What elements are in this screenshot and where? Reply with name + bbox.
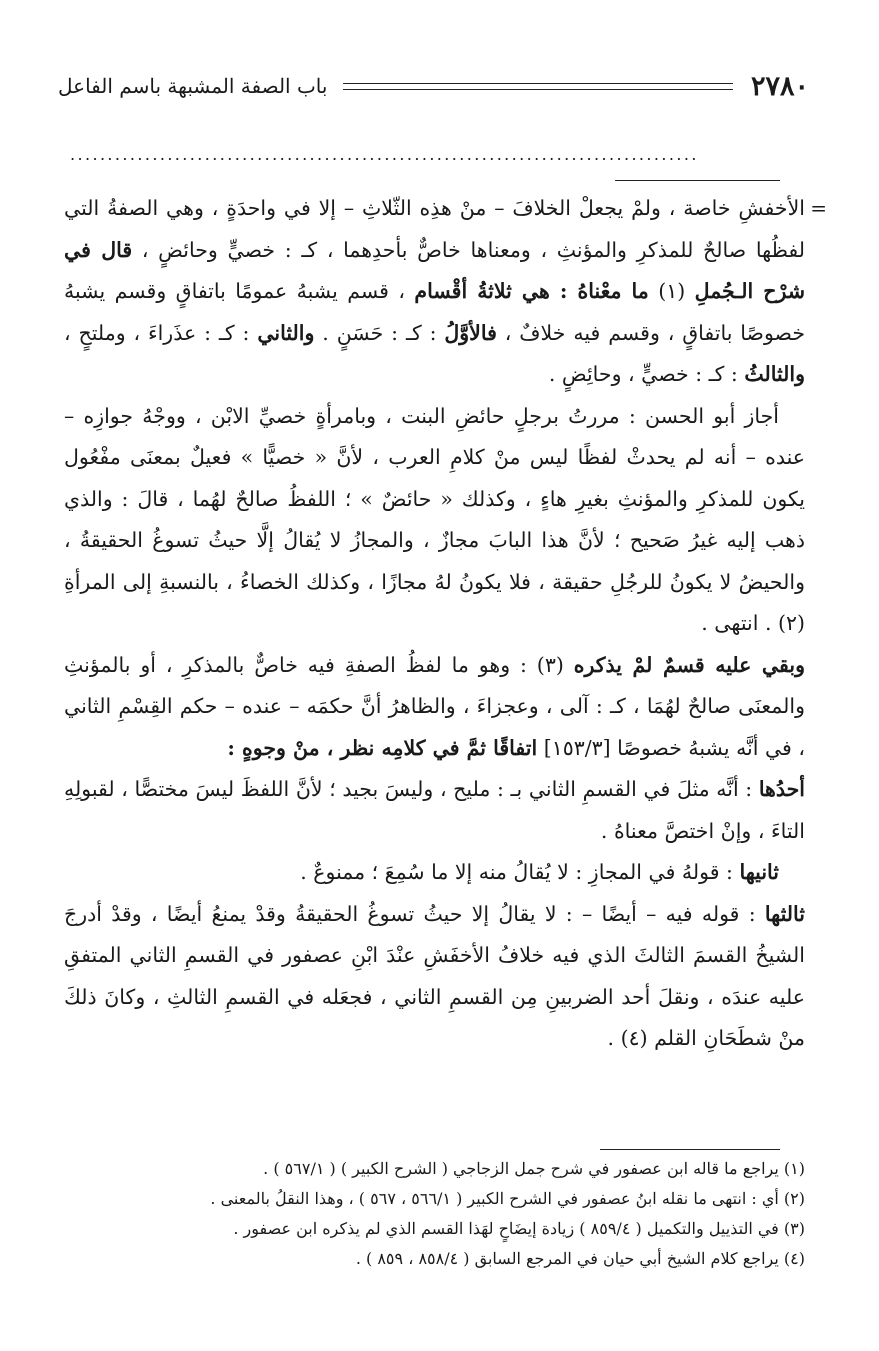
text-run: . (607, 1026, 615, 1050)
paragraph-4 (64, 769, 805, 852)
page-number: ٢٧٨٠ (750, 70, 809, 102)
top-short-rule (615, 180, 780, 181)
text-run: أجاز أبو الحسن : مررتُ برجلٍ حائضِ البنت ، وبامرأةٍ خصيِّ الابْن ، ووجْهُ جوازِه – عنده – أنه لم يحدثْ لفظًا ليس منْ كلامِ العرب ، لأنَّ « خصيًّا » فعيلٌ بمعنَى مفْعُول يكون للمذكرِ والمؤنثِ بغيرِ هاءٍ ، وكذلك « حائضٌ » ؛ اللفظُ صالحٌ لهُما ، قالَ : والذي ذهب إليه غيرُ صَحيح ؛ لأنَّ هذا البابَ مجازٌ ، والمجازُ لا يُقالُ إلَّا حيثُ تسوغُ الحقيقةُ ، والحيضُ لا يكونُ للرجُلِ حقيقة ، فلا يكونُ لهُ مجازًا ، وكذلك الخصاءُ ، بالنسبةِ إلى المرأةِ (64, 403, 805, 594)
bold-run: وبقي عليه قسمٌ لمْ يذكره (573, 652, 805, 677)
text-run: الأخفشِ خاصة ، ولمْ يجعلْ الخلافَ – منْ هذِه الثّلاثِ – إلا في واحدَةٍ ، وهي الصفةُ التي لفظُها صالحٌ للمذكرِ والمؤنثِ ، ومعناها خاصٌّ بأحدِهما ، كـ : خصيٍّ وحائضٍ ، (64, 196, 805, 262)
footnote-item: (٢) أي : انتهى ما نقله ابنُ عصفور في الشرح الكبير ( ٥٦٦/١ ، ٥٦٧ ) ، وهذا النقلُ بالمعنى . (210, 1189, 805, 1208)
bold-run: والثالثُ (744, 362, 805, 386)
header-rule (343, 83, 733, 90)
text-run: ، قسم يشبهُ عمومًا باتفاقٍ وقسم يشبهُ خصوصًا باتفاقٍ ، وقسم فيه خلافٌ ، (64, 279, 805, 345)
footnotes (64, 1154, 805, 1274)
paragraph-2 (64, 396, 805, 645)
page-header (58, 66, 809, 106)
footnote-item: (٣) في التذييل والتكميل ( ٨٥٩/٤ ) زيادة إيضَاحٍ لهَذا القسم الذي لم يذكره ابن عصفور . (233, 1219, 805, 1238)
footnote-ref: (٤) (614, 1026, 655, 1050)
main-text (64, 188, 827, 1060)
bold-run: اتفاقًا ثمَّ في كلامِه نظر ، منْ وجوهٍ : (227, 735, 538, 760)
text-run: : كـ : خصيٍّ ، وحائِضٍ . (548, 362, 745, 386)
paragraph-3 (64, 645, 805, 770)
dotted-separator: .................................................................................... (70, 145, 699, 164)
text-run: : أنَّه مثلَ في القسمِ الثاني بـ : مليح ، وليسَ بجيد ؛ لأنَّ اللفظَ ليسَ مختصًّا ، لقبولِهِ التاءَ ، وإنْ اختصَّ معناهُ . (64, 777, 805, 843)
bold-run: أحدُها (758, 777, 805, 801)
running-title: باب الصفة المشبهة باسم الفاعل (58, 74, 328, 98)
bold-run: ما معْناهُ : هي ثلاثةُ أقْسام (414, 279, 649, 303)
paragraph-5 (64, 852, 805, 894)
text-run: . انتهى . (701, 611, 772, 635)
footnote-item: (١) يراجع ما قاله ابن عصفور في شرح جمل الزجاجي ( الشرح الكبير ) ( ٥٦٧/١ ) . (263, 1159, 805, 1178)
text-run: : قوله فيه – أيضًا – : لا يقالُ إلا حيثُ تسوغُ الحقيقةُ وقدْ يمنعُ أيضًا ، وقدْ أدرجَ الشيخُ القسمَ الثالثَ الذي فيه خلافُ الأخفَشِ عنْدَ ابْنِ عصفور في القسمِ الثاني المتفقِ عليه عندَه ، ونقلَ أحد الضربينِ مِن القسمِ الثاني ، فجعَله في القسمِ الثالثِ ، وكانَ ذلكَ منْ شطَحَانِ القلم (64, 901, 805, 1050)
footnote-ref: (٢) (771, 611, 805, 635)
bold-run: فالأوَّلُ (444, 320, 497, 345)
paragraph-1 (64, 188, 805, 396)
text-run: : كـ : حَسَنٍ . (314, 320, 445, 345)
text-run: (٣) : وهو ما لفظُ الصفةِ فيه خاصٌّ بالمذكرِ ، أو بالمؤنثِ والمعنَى صالحٌ لهُمَا ، كـ : آلى ، وعجزاءَ ، والظاهرُ أنَّ حكمَه – عنده – حكم القِسْمِ الثاني ، في أنَّه يشبهُ خصوصًا [١٥٣/٣] (64, 652, 805, 760)
bold-run: ثالثها (764, 901, 805, 926)
bold-run: ثانيها (739, 860, 779, 884)
bold-run: والثاني (257, 320, 315, 345)
paragraph-6 (64, 894, 805, 1060)
continuation-mark: = (810, 196, 827, 220)
bold-run: قال في شرْح الـجُملِ (64, 237, 806, 303)
footnote-rule (600, 1149, 780, 1150)
text-run: : كـ : عذَراءَ ، وملتحٍ ، (64, 320, 258, 345)
footnote-ref: (١) (648, 279, 695, 303)
text-run: : قولهُ في المجازِ : لا يُقالُ منه إلا ما سُمِعَ ؛ ممنوعٌ . (300, 860, 740, 884)
footnote-item: (٤) يراجع كلام الشيخ أبي حيان في المرجع السابق ( ٨٥٨/٤ ، ٨٥٩ ) . (355, 1249, 805, 1268)
